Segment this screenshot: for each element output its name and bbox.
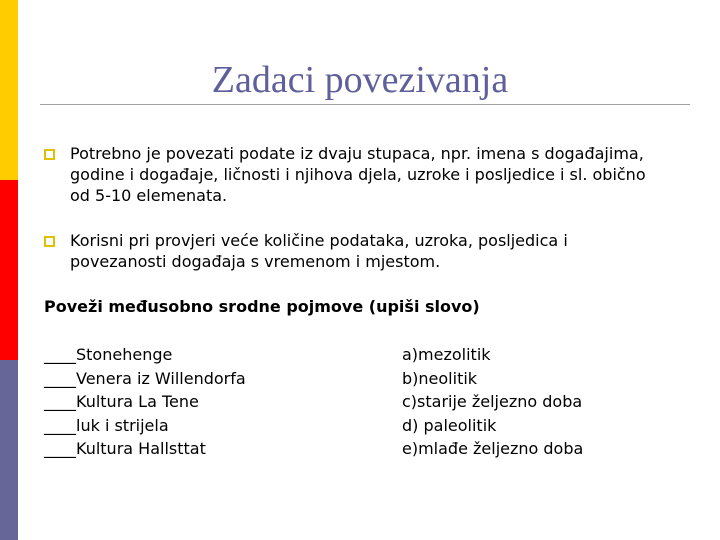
title-divider <box>40 104 690 105</box>
left-item: ____luk i strijela <box>44 415 169 435</box>
left-item: ____Venera iz Willendorfa <box>44 368 246 388</box>
bullet-text: Potrebno je povezati podate iz dvaju stupaca, npr. imena s događajima, godine i događaje, ličnosti i njihova djela, uzroke i posljedice i sl. obično od 5-10 elemenata. <box>70 144 646 205</box>
left-item: ____Stonehenge <box>44 345 173 364</box>
exercise-heading: Poveži međusobno srodne pojmove (upiši slovo) <box>44 297 480 316</box>
right-item: c)starije željezno doba <box>402 392 583 411</box>
square-bullet-icon <box>44 149 55 160</box>
accent-bar-red <box>0 180 18 360</box>
right-column <box>402 343 583 461</box>
slide-title: Zadaci povezivanja <box>211 59 509 101</box>
right-item: e)mlađe željezno doba <box>402 439 584 458</box>
bullet-item <box>44 143 664 206</box>
bullet-text: Korisni pri provjeri veće količine podataka, uzroka, posljedica i povezanosti događaja s vremenom i mjestom. <box>70 231 568 271</box>
left-item: ____Kultura Hallsttat <box>44 439 206 458</box>
bullet-item <box>44 230 664 272</box>
square-bullet-icon <box>44 236 55 247</box>
accent-bar-purple <box>0 360 18 540</box>
right-item: a)mezolitik <box>402 345 491 364</box>
right-item: d) paleolitik <box>402 415 497 435</box>
right-item: b)neolitik <box>402 368 478 388</box>
left-item: ____Kultura La Tene <box>44 392 199 411</box>
left-column <box>44 343 246 461</box>
